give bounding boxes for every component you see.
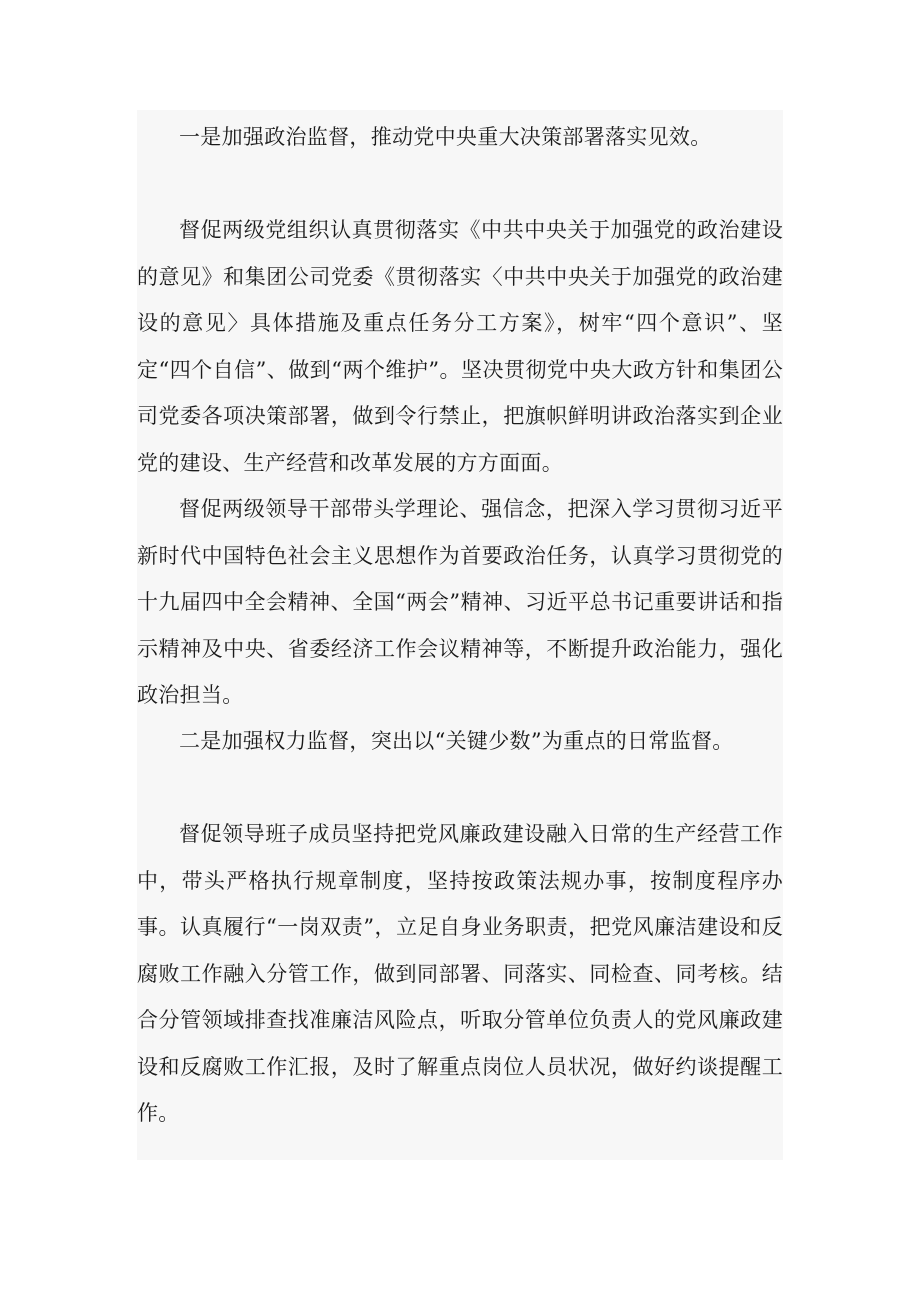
paragraph-leading-cadres: 督促两级领导干部带头学理论、强信念，把深入学习贯彻习近平新时代中国特色社会主义思想作为首要政治任务，认真学习贯彻党的十九届四中全会精神、全国“两会”精神、习近平总书记重要讲话和指示精神及中央、省委经济工作会议精神等，不断提升政治能力，强化政治担当。 xyxy=(137,497,783,707)
section-heading-political-supervision: 一是加强政治监督，推动党中央重大决策部署落实见效。 xyxy=(179,125,712,149)
section-heading-power-supervision: 二是加强权力监督，突出以“关键少数”为重点的日常监督。 xyxy=(179,729,734,753)
paragraph-leadership-team: 督促领导班子成员坚持把党风廉政建设融入日常的生产经营工作中，带头严格执行规章制度，坚持按政策法规办事，按制度程序办事。认真履行“一岗双责”，立足自身业务职责，把党风廉洁建设和反腐败工作融入分管工作，做到同部署、同落实、同检查、同考核。结合分管领域排查找准廉洁风险点，听取分管单位负责人的党风廉政建设和反腐败工作汇报，及时了解重点岗位人员状况，做好约谈提醒工作。 xyxy=(137,822,783,1125)
paragraph-party-organizations: 督促两级党组织认真贯彻落实《中共中央关于加强党的政治建设的意见》和集团公司党委《贯彻落实〈中共中央关于加强党的政治建设的意见〉具体措施及重点任务分工方案》，树牢“四个意识”、坚定“四个自信”、做到“两个维护”。坚决贯彻党中央大政方针和集团公司党委各项决策部署，做到令行禁止，把旗帜鲜明讲政治落实到企业党的建设、生产经营和改革发展的方方面面。 xyxy=(137,218,783,475)
